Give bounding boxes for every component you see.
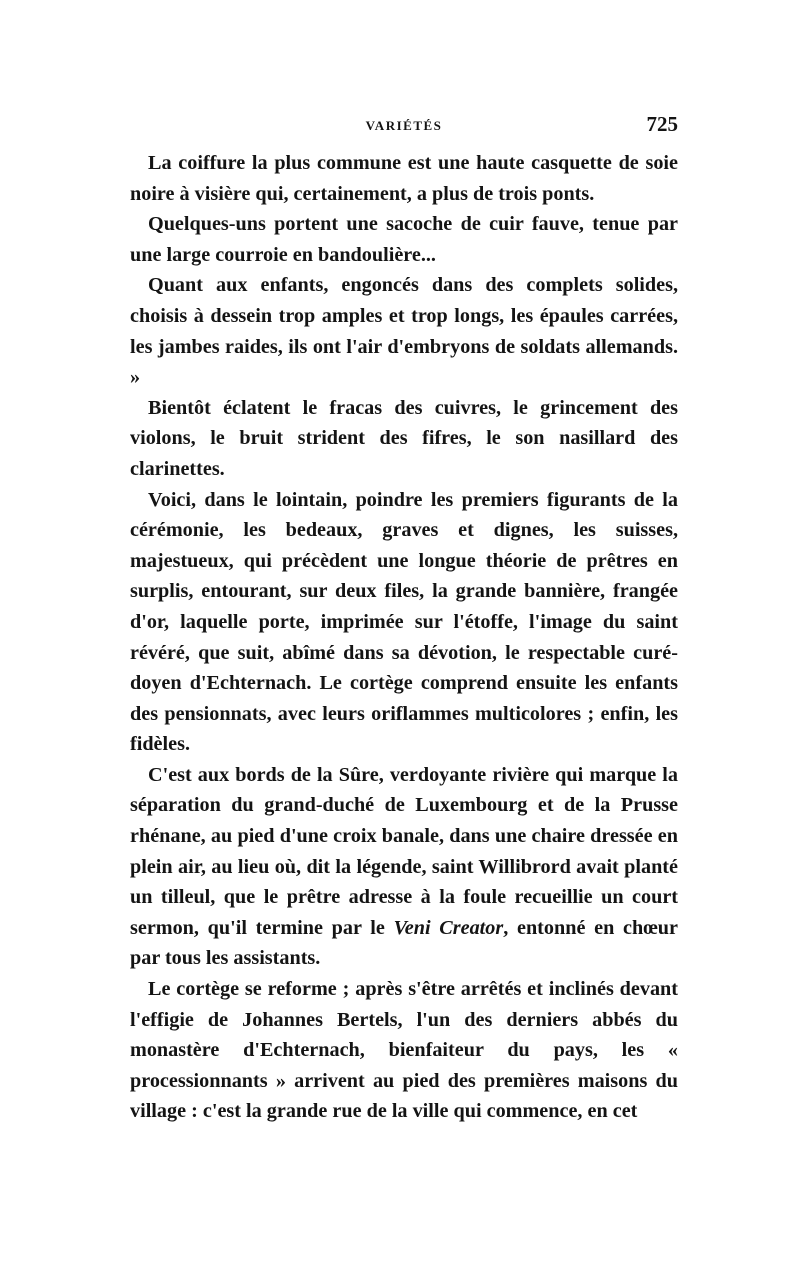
running-title: VARIÉTÉS <box>365 118 443 133</box>
paragraph: Bientôt éclatent le fracas des cuivres, le grincement des violons, le bruit strident des fifres, le son nasillard des clarinettes. <box>130 396 678 480</box>
page-number: 725 <box>646 112 678 136</box>
paragraph: Le cortège se reforme ; après s'être arrêtés et inclinés devant l'effigie de Johannes Bertels, l'un des derniers abbés du monastère d'Echternach, bienfaiteur du pays, les « processionnants » arrivent au pied des premières maisons du village : c'est la grande rue de la ville qui commence, en cet <box>130 978 678 1123</box>
paragraph: Voici, dans le lointain, poindre les premiers figurants de la cérémonie, les bedeaux, graves et dignes, les suisses, majestueux, qui précèdent une longue théorie de prêtres en surplis, entourant, sur deux files, la grande bannière, frangée d'or, laquelle porte, imprimée sur l'étoffe, l'image du saint révéré, que suit, abîmé dans sa dévotion, le respectable curé-doyen d'Echternach. Le cortège comprend ensuite les enfants des pensionnats, avec leurs oriflammes multicolores ; enfin, les fidèles. <box>130 488 678 756</box>
running-head <box>130 112 678 142</box>
paragraph <box>130 760 678 974</box>
paragraph-text: , entonné en chœur par tous les assistants. <box>130 916 678 970</box>
paragraph: Quelques-uns portent une sacoche de cuir fauve, tenue par une large courroie en bandoulière... <box>130 213 678 266</box>
paragraph: La coiffure la plus commune est une haute casquette de soie noire à visière qui, certainement, a plus de trois ponts. <box>130 152 678 205</box>
book-page <box>130 112 678 1127</box>
paragraph-text: C'est aux bords de la Sûre, verdoyante rivière qui marque la séparation du grand-duché de Luxembourg et de la Prusse rhénane, au pied d'une croix banale, dans une chaire dressée en plein air, au lieu où, dit la légende, saint Willibrord avait planté un tilleul, que le prêtre adresse à la foule recueillie un court sermon, qu'il termine par le <box>130 763 678 939</box>
body-text <box>130 148 678 1127</box>
paragraph: Quant aux enfants, engoncés dans des complets solides, choisis à dessein trop amples et trop longs, les épaules carrées, les jambes raides, ils ont l'air d'embryons de soldats allemands. » <box>130 274 678 389</box>
hymn-title: Veni Creator <box>393 916 504 939</box>
